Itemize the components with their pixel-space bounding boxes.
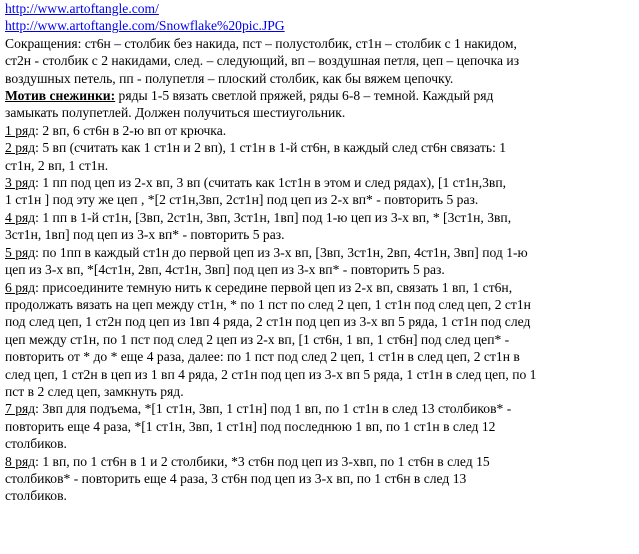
row-text: продолжать вязать на цеп между ст1н, * по 1 пст по след 2 цеп, 1 ст1н под след цеп, 2 ст1н (5, 296, 531, 312)
row-label: 2 ряд (5, 140, 36, 156)
row-text: повторить еще 4 раза, *[1 ст1н, 3вп, 1 ст1н] под последнюю 1 вп, по 1 ст1н в след 12 (5, 418, 496, 434)
row-block (5, 453, 635, 505)
row-line (5, 174, 635, 191)
row-block (5, 209, 635, 244)
abbreviations-line: Сокращения: ст6н – столбик без накида, пст – полустолбик, ст1н – столбик с 1 накидом, (5, 35, 517, 51)
row-text: : 5 вп (считать как 1 ст1н и 2 вп), 1 ст1н в 1-й ст6н, в каждый след ст6н связать: 1 (35, 140, 507, 156)
row-text: ст1н, 2 вп, 1 ст1н. (5, 157, 109, 173)
row-line (5, 470, 635, 487)
row-block (5, 400, 635, 452)
image-link-line (5, 17, 635, 34)
site-link[interactable]: http://www.artoftangle.com/ (5, 1, 159, 16)
row-line (5, 296, 635, 313)
row-line (5, 453, 635, 470)
row-text: столбиков* - повторить еще 4 раза, 3 ст6н под цеп из 3-х вп, по 1 ст6н в след 13 (5, 470, 467, 486)
row-line (5, 157, 635, 174)
row-label: 1 ряд (5, 122, 36, 138)
row-line (5, 400, 635, 417)
row-block (5, 279, 635, 401)
row-label: 4 ряд (5, 209, 36, 225)
row-line (5, 418, 635, 435)
motif-block (5, 87, 635, 122)
row-block (5, 174, 635, 209)
row-text: : 2 вп, 6 ст6н в 2-ю вп от крючка. (35, 122, 227, 138)
row-block (5, 244, 635, 279)
row-line (5, 366, 635, 383)
row-line (5, 435, 635, 452)
motif-text: ряды 1-5 вязать светлой пряжей, ряды 6-8 – темной. Каждый ряд (115, 88, 494, 104)
row-label: 5 ряд (5, 244, 36, 260)
row-line (5, 313, 635, 330)
row-text: цеп из 3-х вп, *[4ст1н, 2вп, 4ст1н, 3вп] под цеп из 3-х вп* - повторить 5 раз. (5, 262, 445, 278)
row-line (5, 331, 635, 348)
row-text: : по 1пп в каждый ст1н до первой цеп из 3-х вп, [3вп, 3ст1н, 2вп, 4ст1н, 3вп] под 1-ю (35, 244, 528, 260)
row-line (5, 279, 635, 296)
site-link-line (5, 0, 635, 17)
row-line (5, 122, 635, 139)
row-block (5, 139, 635, 174)
row-line (5, 226, 635, 243)
row-text: : присоедините темную нить к середине первой цеп из 2-х вп, связать 1 вп, 1 ст6н, (35, 279, 513, 295)
row-text: столбиков. (5, 488, 67, 504)
row-text: цеп между ст1н, по 1 пст под след 2 цеп из 2-х вп, [1 ст6н, 1 вп, 1 ст6н] под след цеп* - (5, 331, 510, 347)
row-label: 3 ряд (5, 175, 36, 191)
abbreviations-line: ст2н - столбик с 2 накидами, след. – следующий, вп – воздушная петля, цеп – цепочка из (5, 53, 520, 69)
row-text: : 1 пп под цеп из 2-х вп, 3 вп (считать как 1ст1н в этом и след рядах), [1 ст1н,3вп, (35, 175, 506, 191)
row-line (5, 191, 635, 208)
rows-list (5, 122, 635, 505)
row-text: столбиков. (5, 436, 67, 452)
row-line (5, 487, 635, 504)
row-text: : 3вп для подъема, *[1 ст1н, 3вп, 1 ст1н] под 1 вп, по 1 ст1н в след 13 столбиков* - (35, 401, 512, 417)
abbreviations-block (5, 35, 635, 87)
row-label: 6 ряд (5, 279, 36, 295)
motif-heading: Мотив снежинки: (5, 88, 116, 104)
row-text: : 1 пп в 1-й ст1н, [3вп, 2ст1н, 3вп, 3ст1н, 1вп] под 1-ю цеп из 3-х вп, * [3ст1н, 3вп, (35, 209, 512, 225)
row-block (5, 122, 635, 139)
motif-line: замыкать полупетлей. Должен получиться шестиугольник. (5, 105, 346, 121)
row-line (5, 348, 635, 365)
abbreviations-line: воздушных петель, пп - полупетля – плоский столбик, как бы вяжем цепочку. (5, 70, 454, 86)
row-text: под след цеп, 1 ст2н под цеп из 1вп 4 ряда, 2 ст1н под цеп из 3-х вп 5 ряда, 1 ст1н под след (5, 314, 531, 330)
row-label: 7 ряд (5, 401, 36, 417)
row-text: : 1 вп, по 1 ст6н в 1 и 2 столбики, *3 ст6н под цеп из 3-хвп, по 1 ст6н в след 15 (35, 453, 490, 469)
row-line (5, 244, 635, 261)
row-text: 1 ст1н ] под эту же цеп , *[2 ст1н,3вп, 2ст1н] под цеп из 2-х вп* - повторить 5 раз. (5, 192, 479, 208)
row-text: след цеп, 1 ст2н в цеп из 1 вп 4 ряда, 2 ст1н под цеп из 3-х вп 5 ряда, 1 ст1н в след цеп, по 1 (5, 366, 537, 382)
row-line (5, 139, 635, 156)
row-line (5, 261, 635, 278)
row-label: 8 ряд (5, 453, 36, 469)
image-link[interactable]: http://www.artoftangle.com/Snowflake%20pic.JPG (5, 18, 285, 34)
row-line (5, 383, 635, 400)
row-text: повторить от * до * еще 4 раза, далее: по 1 пст под след 2 цеп, 1 ст1н в след цеп, 2 ст1н в (5, 349, 520, 365)
row-text: 3ст1н, 1вп] под цеп из 3-х вп* - повторить 5 раз. (5, 227, 285, 243)
row-text: пст в 2 след цеп, замкнуть ряд. (5, 383, 184, 399)
motif-line (5, 87, 635, 104)
row-line (5, 209, 635, 226)
